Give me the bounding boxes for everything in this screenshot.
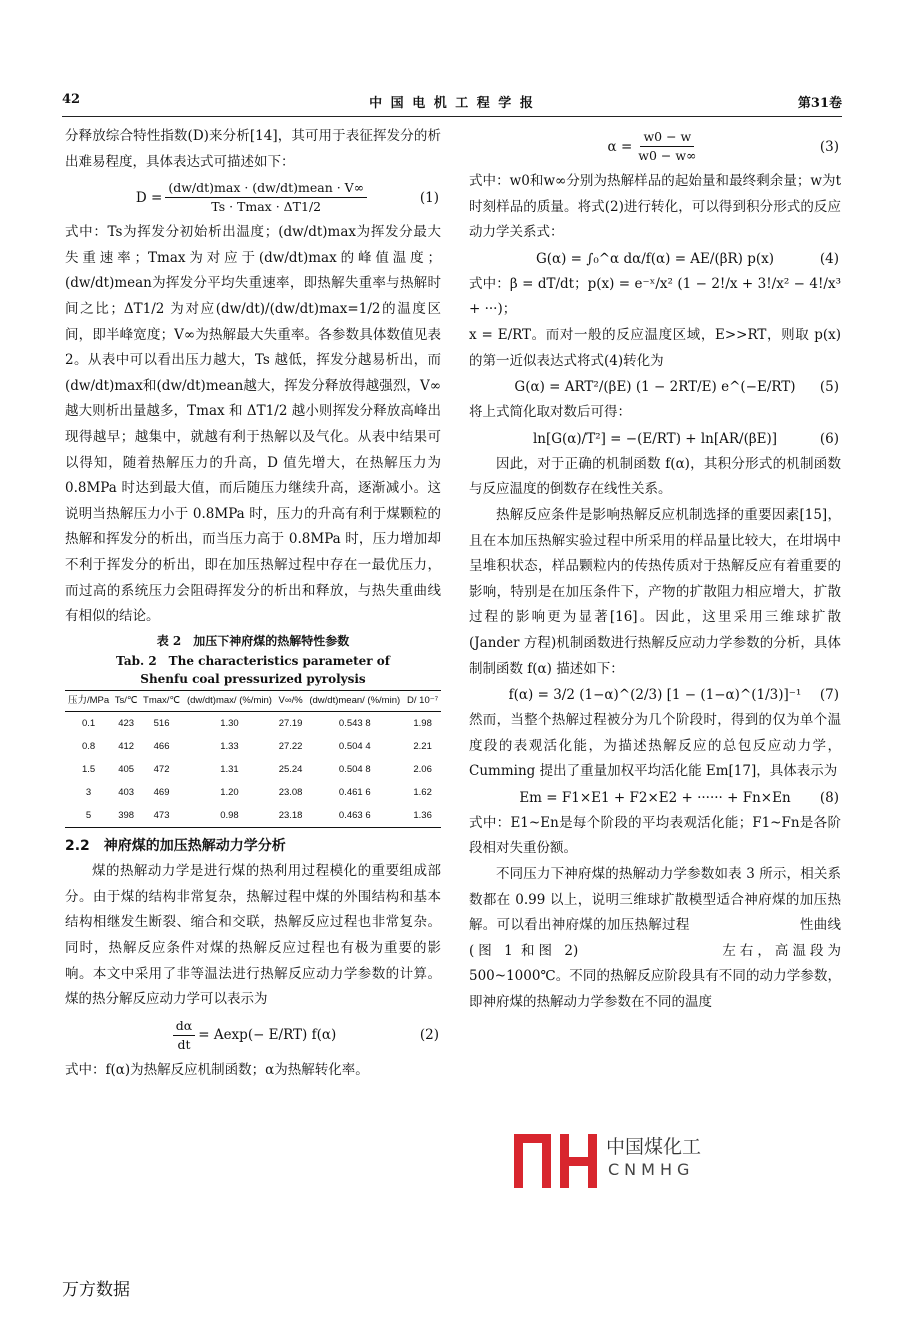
watermark-cn: 中国煤化工 <box>604 1132 703 1159</box>
table-cell: 23.18 <box>276 804 305 828</box>
equation-number: (7) <box>819 687 839 704</box>
table-row <box>65 781 441 804</box>
eq3-numerator: w0 − w <box>640 128 694 147</box>
table-cell: 1.36 <box>404 804 441 828</box>
table-cell: 0.504 4 <box>338 740 371 752</box>
watermark-en: CNMHG <box>608 1160 695 1179</box>
table-caption-en: Tab. 2 The characteristics parameter of Shenfu coal pressurized pyrolysis <box>116 653 390 686</box>
section-title: 2.2 神府煤的加压热解动力学分析 <box>65 837 286 854</box>
pyrolysis-parameter-table <box>65 690 441 828</box>
eq2-denominator: dt <box>177 1036 191 1052</box>
equation-3 <box>469 128 841 165</box>
equation-5 <box>469 378 841 396</box>
paragraph: 式中：E1~En是每个阶段的平均表观活化能；F1~Fn是各阶段相对失重份额。 <box>469 814 841 857</box>
equation-4 <box>469 250 841 268</box>
equation-1 <box>65 179 441 216</box>
table-cell: 3 <box>85 786 92 798</box>
table-cell: 516 <box>153 717 170 729</box>
paragraph: 因此，对于正确的机制函数 f(α)，其积分形式的机制函数与反应温度的倒数存在线性关系。 <box>469 455 841 498</box>
table-header-cell: Tmax/℃ <box>140 690 183 711</box>
equation-number: (2) <box>419 1027 439 1044</box>
table-cell: 403 <box>118 786 135 798</box>
equation-number: (6) <box>819 430 839 447</box>
equation-number: (5) <box>819 379 839 396</box>
table-header-cell: Ts/℃ <box>112 690 140 711</box>
running-header <box>62 92 842 114</box>
equation-number: (1) <box>419 189 439 206</box>
eq1-lhs: D = <box>135 189 163 206</box>
table-cell: 423 <box>118 717 135 729</box>
footer-source: 万方数据 <box>62 1280 130 1300</box>
header-rule <box>62 116 842 117</box>
eq3-denominator: w0 − w∞ <box>638 148 697 163</box>
equation-number: (4) <box>819 250 839 267</box>
paragraph: 式中：Ts为挥发分初始析出温度；(dw/dt)max为挥发分最大失重速率；Tmax为对应于(dw/dt)max的峰值温度；(dw/dt)mean为挥发分平均失重速率，即热解失重率与热解时间之比；ΔT1/2 为对应(dw/dt)/(dw/dt)max=1/2的温度区间，即半峰宽度；V∞为热解最大失重率。各参数具体数值见表 2。从表中可以看出压力越大，Ts 越低，挥发分越易析出，而(dw/dt)max和(dw/dt)mean越大，挥发分释放得越强烈，V∞越大则析出量越多，Tmax 和 ΔT1/2 越小则挥发分释放高峰出现得越早；越集中，就越有利于热解以及气化。从表中结果可以得知，随着热解压力的升高，D 值先增大，在热解压力为 0.8MPa 时达到最大值，而后随压力继续升高，逐渐减小。这说明当热解压力小于 0.8MPa 时，压力的升高有利于煤颗粒的热解和挥发分的析出，而当压力高于 0.8MPa 时，压力增加却不利于挥发分的析出，即在加压热解过程中存在一最优压力，而过高的系统压力会阻碍挥发分的析出和释放，与热失重曲线有相似的结论。 <box>65 224 441 625</box>
table-cell: 472 <box>153 763 170 775</box>
table-cell: 0.1 <box>81 717 96 729</box>
table-cell: 1.62 <box>413 786 432 798</box>
table-cell: 1.31 <box>220 763 239 775</box>
volume-label: 第31卷 <box>797 96 842 111</box>
table-header-cell: D/ 10⁻⁷ <box>404 690 441 711</box>
table-cell: 473 <box>140 804 183 828</box>
eq3-fraction <box>635 128 699 165</box>
equation-6 <box>469 430 841 448</box>
table-row <box>65 758 441 781</box>
table-cell: 1.20 <box>220 786 239 798</box>
table-cell: 0.543 8 <box>338 717 371 729</box>
paragraph: 分释放综合特性指数(D)来分析[14]，其可用于表征挥发分的析出难易程度，具体表达式可描述如下： <box>65 128 441 170</box>
table-row <box>65 735 441 758</box>
paragraph: 然而，当整个热解过程被分为几个阶段时，得到的仅为单个温度段的表观活化能，为描述热解反应的总包反应动力学，Cumming 提出了重量加权平均活化能 Em[17]，具体表示为 <box>469 712 841 780</box>
table-cell: 2.21 <box>413 740 432 752</box>
paragraph: x = E/RT。而对一般的反应温度区域，E>>RT，则取 p(x) 的第一近似表达式将式(4)转化为 <box>469 326 841 369</box>
table-caption-cn: 表 2 加压下神府煤的热解特性参数 <box>156 633 350 648</box>
paragraph: 热解反应条件是影响热解反应机制选择的重要因素[15]，且在本加压热解实验过程中所采用的样品量比较大，在坩埚中呈堆积状态，样品颗粒内的传热传质对于热解反应有着重要的影响，特别是在加压条件下，产物的扩散阻力相应增大，扩散过程的影响更为显著[16]。因此，这里采用三维球扩散(Jander 方程)机制函数进行热解反应动力学参数的分析，具体制制函数 f(α) 描述如下： <box>469 506 841 677</box>
page-number: 42 <box>62 92 81 107</box>
table-cell: 0.504 8 <box>338 763 371 775</box>
equation-8 <box>469 789 841 807</box>
table-cell: 27.19 <box>278 717 303 729</box>
eq2-rhs: = Aexp(− E/RT) f(α) <box>198 1027 337 1044</box>
table-cell: 2.06 <box>413 763 432 775</box>
table-cell: 27.22 <box>278 740 303 752</box>
paragraph: 不同压力下神府煤的热解动力学参数如表 3 所示，相关系数都在 0.99 以上，说明三维球扩散模型适合神府煤的加压热解。可以看出神府煤的加压热解过程 性曲线(图 1 和图 2) 左右，高温段为 500~1000℃。不同的热解反应阶段具有不同的动力学参数，即神府煤的热解动力学参数在不同的温度 <box>469 866 841 1011</box>
eq7-body: f(α) = 3/2 (1−α)^(2/3) [1 − (1−α)^(1/3)]⁻¹ <box>508 687 802 704</box>
eq1-denominator: Ts · Tmax · ΔT1/2 <box>211 199 322 215</box>
table-cell: 412 <box>118 740 135 752</box>
table-row <box>65 711 441 735</box>
table-header-cell: V∞/% <box>276 690 305 711</box>
table-cell: 0.463 6 <box>305 804 404 828</box>
table-cell: 1.5 <box>81 763 96 775</box>
eq1-fraction <box>165 179 367 216</box>
cnmhg-logo-icon <box>512 1130 602 1190</box>
equation-number: (3) <box>819 138 839 155</box>
table-row <box>65 804 441 828</box>
eq6-body: ln[G(α)/T²] = −(E/RT) + ln[AR/(βE)] <box>532 430 778 447</box>
journal-title: 中 国 电 机 工 程 学 报 <box>369 96 535 111</box>
paragraph: 煤的热解动力学是进行煤的热利用过程模化的重要组成部分。由于煤的结构非常复杂，热解过程中煤的外围结构和基本结构相继发生断裂、缩合和交联，热解反应过程也非常复杂。同时，热解反应条件对煤的热解反应过程也有极为重要的影响。本文中采用了非等温法进行热解反应动力学参数的计算。煤的热分解反应动力学可以表示为 <box>65 863 441 1008</box>
table-cell: 25.24 <box>278 763 303 775</box>
table-header-cell: 压力/MPa <box>65 690 112 711</box>
equation-2 <box>65 1017 441 1054</box>
table-cell: 398 <box>112 804 140 828</box>
eq1-numerator: (dw/dt)max · (dw/dt)mean · V∞ <box>165 179 367 198</box>
eq5-body: G(α) = ART²/(βE) (1 − 2RT/E) e^(−E/RT) <box>514 379 796 396</box>
paragraph: 式中：f(α)为热解反应机制函数；α为热解转化率。 <box>65 1061 369 1078</box>
table-cell: 5 <box>65 804 112 828</box>
equation-7 <box>469 686 841 704</box>
eq2-numerator: dα <box>173 1017 195 1036</box>
table-header-cell: (dw/dt)max/ (%/min) <box>183 690 276 711</box>
paragraph: 式中：β = dT/dt；p(x) = e⁻ˣ/x² (1 − 2!/x + 3!/x² − 4!/x³ + ···)； <box>469 275 841 318</box>
table-cell: 1.30 <box>220 717 239 729</box>
table-header-cell: (dw/dt)mean/ (%/min) <box>305 690 404 711</box>
eq8-body: Em = F1×E1 + F2×E2 + ······ + Fn×En <box>519 789 791 806</box>
table-cell: 0.8 <box>81 740 96 752</box>
table-cell: 405 <box>118 763 135 775</box>
eq4-body: G(α) = ∫₀^α dα/f(α) = AE/(βR) p(x) <box>535 250 775 267</box>
table-cell: 0.461 6 <box>338 786 371 798</box>
paragraph: 式中：w0和w∞分别为热解样品的起始量和最终剩余量；w为t时刻样品的质量。将式(2)进行转化，可以得到积分形式的反应动力学关系式： <box>469 173 841 241</box>
equation-number: (8) <box>819 789 839 806</box>
table-cell: 466 <box>153 740 170 752</box>
table-cell: 0.98 <box>183 804 276 828</box>
eq3-lhs: α = <box>607 138 633 155</box>
table-cell: 1.98 <box>413 717 432 729</box>
table-cell: 1.33 <box>220 740 239 752</box>
paragraph: 将上式简化取对数后可得： <box>469 404 631 421</box>
right-column <box>469 124 841 1016</box>
eq2-fraction <box>173 1017 195 1054</box>
table-cell: 23.08 <box>278 786 303 798</box>
left-column <box>65 124 441 1083</box>
watermark-logo <box>512 1130 742 1190</box>
table-header-row <box>65 690 441 711</box>
table-cell: 469 <box>153 786 170 798</box>
